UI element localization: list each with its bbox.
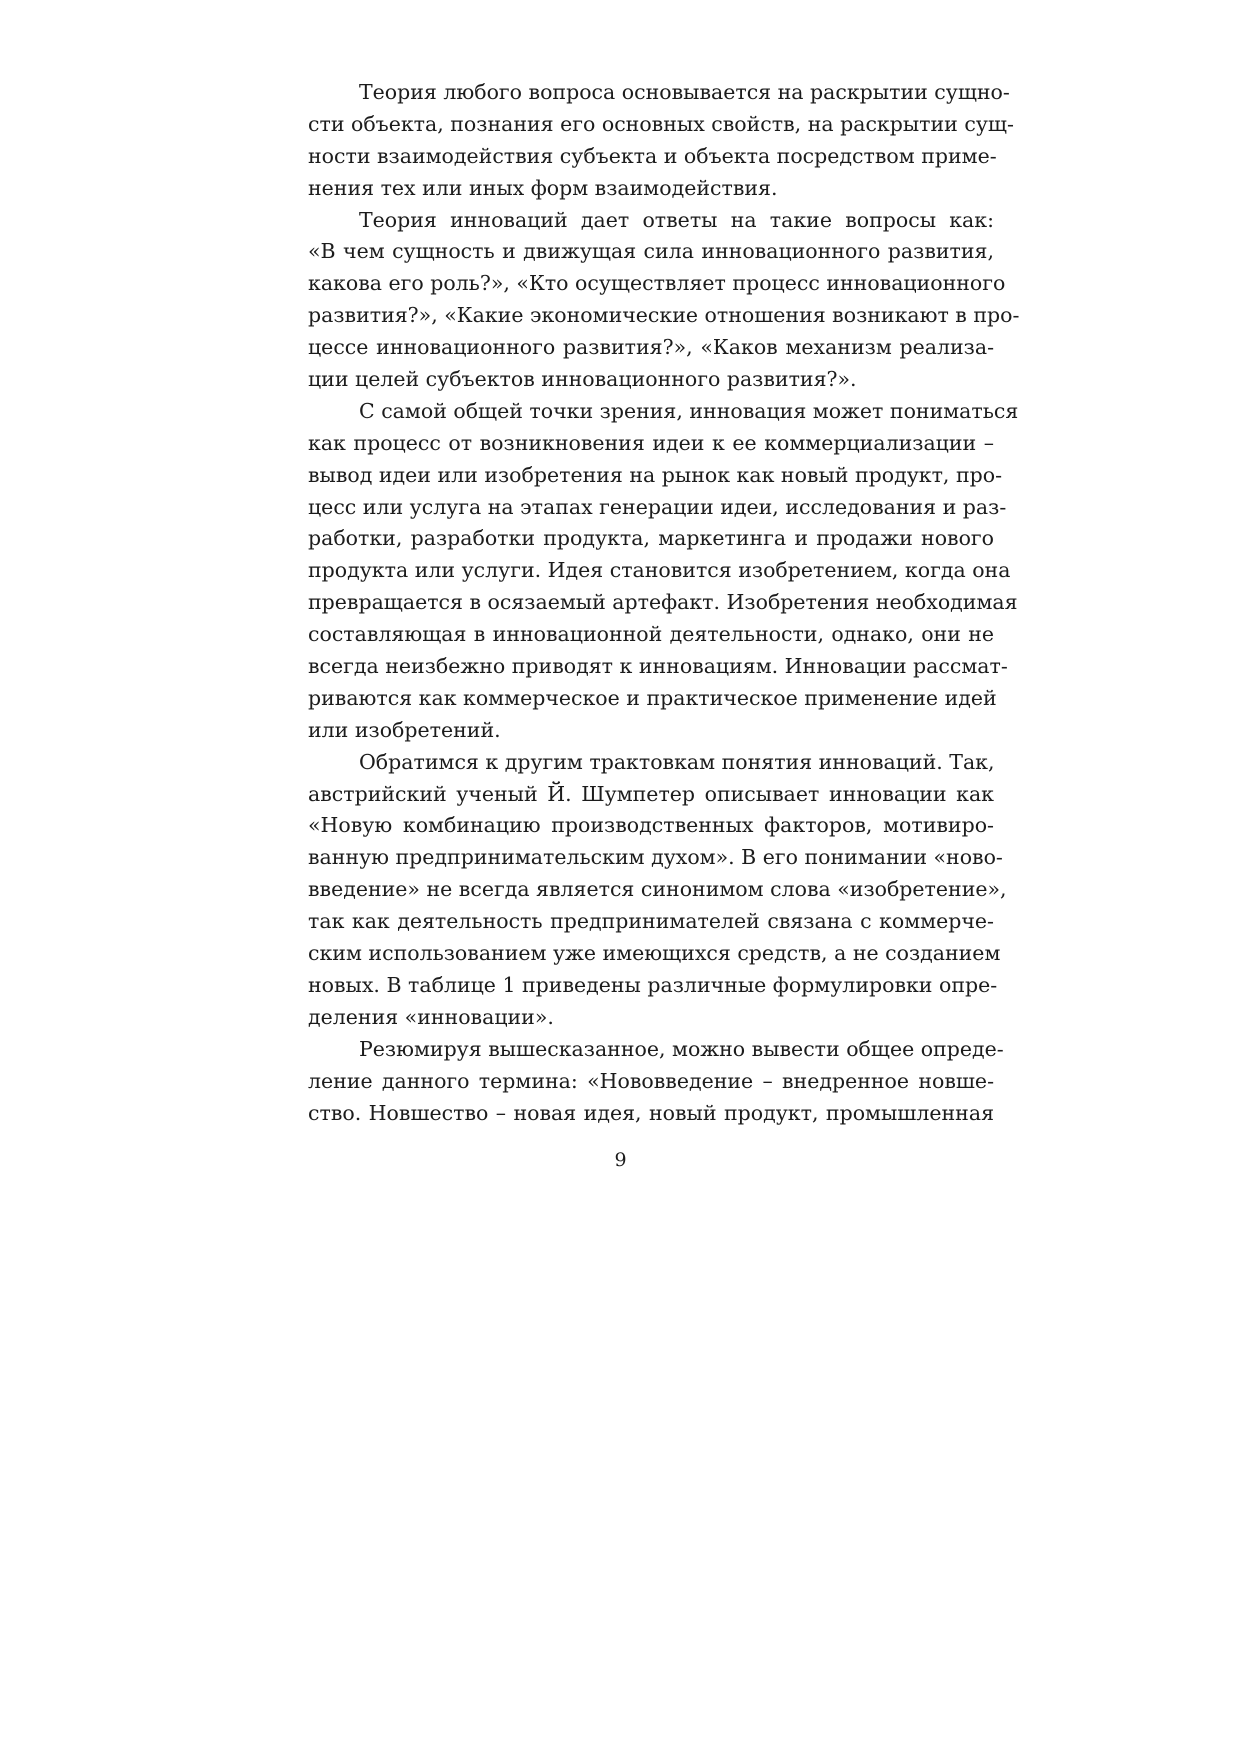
paragraph-4-line-8: новых. В таблице 1 приведены различные формулировки опре- <box>308 972 998 997</box>
paragraph-3-line-4: цесс или услуга на этапах генерации идеи, исследования и раз- <box>308 494 1007 519</box>
paragraph-5-line-3: ство. Новшество – новая идея, новый продукт, промышленная <box>308 1100 994 1125</box>
paragraph-3-line-10: риваются как коммерческое и практическое применение идей <box>308 685 997 710</box>
paragraph-3-line-8: составляющая в инновационной деятельности, однако, они не <box>308 622 994 647</box>
paragraph-1-line-3: ности взаимодействия субъекта и объекта посредством приме- <box>308 143 997 168</box>
paragraph-5-line-2: ление данного термина: «Нововведение – внедренное новше- <box>308 1068 994 1093</box>
paragraph-2-line-1: Теория инноваций дает ответы на такие вопросы как: <box>359 207 994 232</box>
paragraph-4-line-1: Обратимся к другим трактовкам понятия инноваций. Так, <box>359 749 995 774</box>
paragraph-3-line-2: как процесс от возникновения идеи к ее коммерциализации – <box>308 430 994 455</box>
paragraph-4-line-6: так как деятельность предпринимателей связана с коммерче- <box>308 909 994 934</box>
paragraph-3-line-5: работки, разработки продукта, маркетинга и продажи нового <box>308 526 994 551</box>
paragraph-3-line-1: С самой общей точки зрения, инновация может пониматься <box>359 398 1019 423</box>
paragraph-3-line-3: вывод идеи или изобретения на рынок как новый продукт, про- <box>308 462 1003 487</box>
paragraph-5-line-1: Резюмируя вышесказанное, можно вывести общее опреде- <box>359 1036 1004 1061</box>
paragraph-3-line-9: всегда неизбежно приводят к инновациям. Инновации рассмат- <box>308 654 1008 679</box>
paragraph-3-line-11: или изобретений. <box>308 717 501 742</box>
paragraph-4-line-5: введение» не всегда является синонимом слова «изобретение», <box>308 877 1007 902</box>
page-number: 9 <box>614 1149 627 1171</box>
body-text <box>308 77 1020 1129</box>
paragraph-1-line-2: сти объекта, познания его основных свойств, на раскрытии сущ- <box>308 111 1014 136</box>
paragraph-2-line-6: ции целей субъектов инновационного развития?». <box>308 367 857 392</box>
paragraph-4-line-2: австрийский ученый Й. Шумпетер описывает инновации как <box>308 781 994 806</box>
paragraph-3-line-7: превращается в осязаемый артефакт. Изобретения необходимая <box>308 590 1018 615</box>
paragraph-2-line-5: цессе инновационного развития?», «Каков механизм реализа- <box>308 335 994 360</box>
paragraph-1-line-1: Теория любого вопроса основывается на раскрытии сущно- <box>359 80 1010 104</box>
paragraph-2-line-3: какова его роль?», «Кто осуществляет процесс инновационного <box>308 271 1006 296</box>
paragraph-2-line-4: развития?», «Какие экономические отношения возникают в про- <box>308 303 1020 328</box>
paragraph-1-line-4: нения тех или иных форм взаимодействия. <box>308 175 778 200</box>
paragraph-2-line-2: «В чем сущность и движущая сила инновационного развития, <box>308 239 994 264</box>
paragraph-4-line-4: ванную предпринимательским духом». В его понимании «ново- <box>308 845 1003 870</box>
paragraph-4-line-9: деления «инновации». <box>308 1004 554 1029</box>
paragraph-3-line-6: продукта или услуги. Идея становится изобретением, когда она <box>308 558 1011 583</box>
paragraph-4-line-7: ским использованием уже имеющихся средств, а не созданием <box>308 941 1001 966</box>
paragraph-4-line-3: «Новую комбинацию производственных факторов, мотивиро- <box>308 813 994 838</box>
